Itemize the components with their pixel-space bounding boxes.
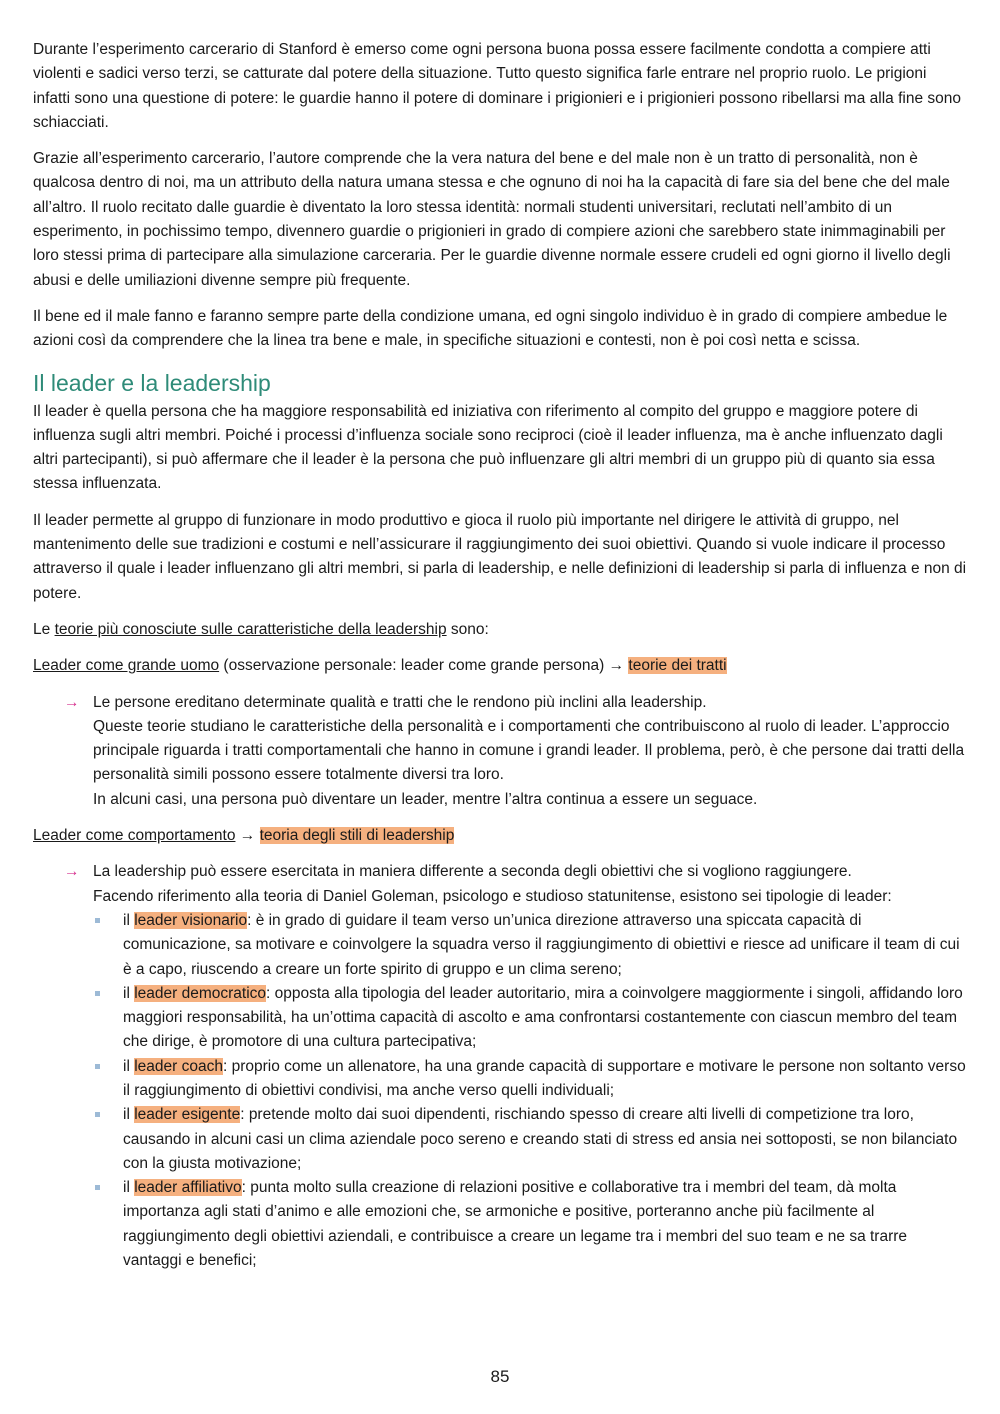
theory-1-line: Queste teorie studiano le caratteristiche della personalità e i comportamenti che contribuiscono al ruolo di leader. L’approccio principale riguarda i tratti comportamentali che hanno in comune i grandi leader. Il problema, però, è che persone dai tratti della personalità simili possono essere totalmente diversi tra loro. — [93, 717, 965, 784]
style-name: leader coach — [134, 1057, 223, 1075]
theory-1-underlined: Leader come grande uomo — [33, 657, 220, 675]
square-bullet-icon — [95, 1185, 100, 1190]
theory-1-line: Le persone ereditano determinate qualità e tratti che le rendono più inclini alla leadership. — [93, 693, 707, 711]
theory-2-details — [33, 860, 967, 1273]
theory-2-middle: → — [235, 827, 260, 845]
style-name: leader democratico — [134, 984, 267, 1002]
theory-1-details — [33, 691, 967, 812]
intro-underlined: teorie più conosciute sulle caratteristiche della leadership — [54, 620, 447, 638]
list-item — [93, 1176, 967, 1273]
style-prefix: il — [123, 984, 135, 1002]
theory-2-line: Facendo riferimento alla teoria di Daniel Goleman, psicologo e studioso statunitense, esistono sei tipologie di leader: — [93, 887, 892, 905]
paragraph: Il bene ed il male fanno e faranno sempre parte della condizione umana, ed ogni singolo individuo è in grado di compiere ambedue le azioni così da comprendere che la linea tra bene e male, in specifiche situazioni e contesti, non è poi così netta e scissa. — [33, 307, 948, 350]
square-bullet-icon — [95, 918, 100, 923]
style-name: leader esigente — [134, 1106, 241, 1124]
paragraph: Durante l’esperimento carcerario di Stanford è emerso come ogni persona buona possa essere facilmente condotta a compiere atti violenti e sadici verso terzi, se catturate dal potere della situazione. Tutto questo significa farle entrare nel proprio ruolo. Le prigioni infatti sono una questione di potere: le guardie hanno il potere di dominare i prigionieri e i prigionieri possono ribellarsi ma alla fine sono schiacciati. — [33, 41, 961, 131]
square-bullet-icon — [95, 1112, 100, 1117]
theory-1-title — [33, 654, 967, 678]
theory-2-highlight: teoria degli stili di leadership — [259, 827, 455, 845]
style-description: : proprio come un allenatore, ha una grande capacità di supportare e motivare le persone non soltanto verso il raggiungimento di obiettivi condivisi, ma anche verso quelli individuali; — [123, 1057, 966, 1099]
page-number: 85 — [490, 1367, 510, 1386]
section-heading: Il leader e la leadership — [33, 369, 271, 396]
document-page — [33, 38, 967, 1285]
arrow-icon: → — [64, 693, 80, 711]
style-description: : punta molto sulla creazione di relazioni positive e collaborative tra i membri del team, dà molta importanza agli stati d’animo e alle emozioni che, se armoniche e positive, porteranno anche più facilmente al raggiungimento degli obiettivi aziendali, e contribuisce a creare un legame tra i membri del suo team e ne sa trarre vantaggi e benefici; — [123, 1179, 908, 1270]
list-item — [93, 982, 967, 1055]
style-description: : pretende molto dai suoi dipendenti, rischiando spesso di creare alti livelli di competizione tra loro, causando in alcuni casi un clima aziendale poco sereno e creando stati di stress ed ansia nei sottoposti, se non bilanciato con la giusta motivazione; — [123, 1106, 958, 1172]
style-description: : è in grado di guidare il team verso un’unica direzione attraverso una spiccata capacità di comunicazione, sa motivare e coinvolgere la squadra verso il raggiungimento di obiettivi e riesce ad unificare il team di cui è a capo, riuscendo a creare un forte spirito di gruppo e un clima sereno; — [123, 911, 960, 978]
paragraph: Grazie all’esperimento carcerario, l’autore comprende che la vera natura del bene e del male non è un tratto di personalità, non è qualcosa dentro di noi, ma un attributo della natura umana stessa e che ognuno di noi ha la capacità di fare sia del bene che del male all’altro. Il ruolo recitato dalle guardie è diventato la loro stessa identità: normali studenti universitari, reclutati nell’ambito di un esperimento, in pochissimo tempo, divennero guardie o prigionieri in grado di compiere azioni che sarebbero state inimmaginabili per loro stessi prima di partecipare alla simulazione carceraria. Per le guardie divenne normale essere crudeli ed ogni giorno il livello degli abusi e delle umiliazioni divenne sempre più frequente. — [33, 150, 951, 289]
paragraph: Il leader permette al gruppo di funzionare in modo produttivo e gioca il ruolo più importante nel dirigere le attività di gruppo, nel mantenimento delle sue tradizioni e costumi e nell’assicurare il raggiungimento dei suoi obiettivi. Quando si vuole indicare il processo attraverso il quale i leader influenzano gli altri membri, si parla di leadership, e nelle definizioni di leadership si parla di influenza e non di potere. — [33, 511, 967, 602]
square-bullet-icon — [95, 991, 100, 996]
theory-1-highlight: teorie dei tratti — [628, 657, 727, 675]
list-item — [93, 1103, 967, 1176]
intro-prefix: Le — [33, 620, 55, 638]
intro-suffix: sono: — [446, 620, 489, 638]
theory-1-middle: (osservazione personale: leader come grande persona) → — [219, 657, 629, 675]
style-prefix: il — [123, 1057, 135, 1075]
style-name: leader visionario — [134, 911, 248, 929]
style-name: leader affiliativo — [134, 1179, 242, 1197]
theories-intro — [33, 618, 967, 642]
style-prefix: il — [123, 1106, 135, 1124]
list-item — [93, 909, 967, 982]
list-item — [93, 1055, 967, 1104]
arrow-icon: → — [64, 863, 80, 881]
leader-styles-list — [93, 909, 967, 1273]
square-bullet-icon — [95, 1064, 100, 1069]
style-prefix: il — [123, 911, 135, 929]
paragraph: Il leader è quella persona che ha maggiore responsabilità ed iniziativa con riferimento al compito del gruppo e maggiore potere di influenza sugli altri membri. Poiché i processi d’influenza sociale sono reciproci (cioè il leader influenza, ma è anche influenzato dagli altri partecipanti), si può affermare che il leader è la persona che può influenzare gli altri membri di un gruppo più di quanto sia essa stessa influenzata. — [33, 402, 943, 493]
theory-2-line: La leadership può essere esercitata in maniera differente a seconda degli obiettivi che si vogliono raggiungere. — [93, 863, 852, 881]
style-description: : opposta alla tipologia del leader autoritario, mira a coinvolgere maggiormente i singoli, affidando loro maggiori responsabilità, ha un’ottima capacità di ascolto e ama confrontarsi costantemente con ciascun membro del team che dirige, è promotore di una cultura partecipativa; — [123, 984, 963, 1051]
theory-1-line: In alcuni casi, una persona può diventare un leader, mentre l’altra continua a essere un seguace. — [93, 790, 758, 808]
theory-2-underlined: Leader come comportamento — [33, 827, 236, 845]
theory-2-title — [33, 824, 967, 848]
style-prefix: il — [123, 1179, 135, 1197]
